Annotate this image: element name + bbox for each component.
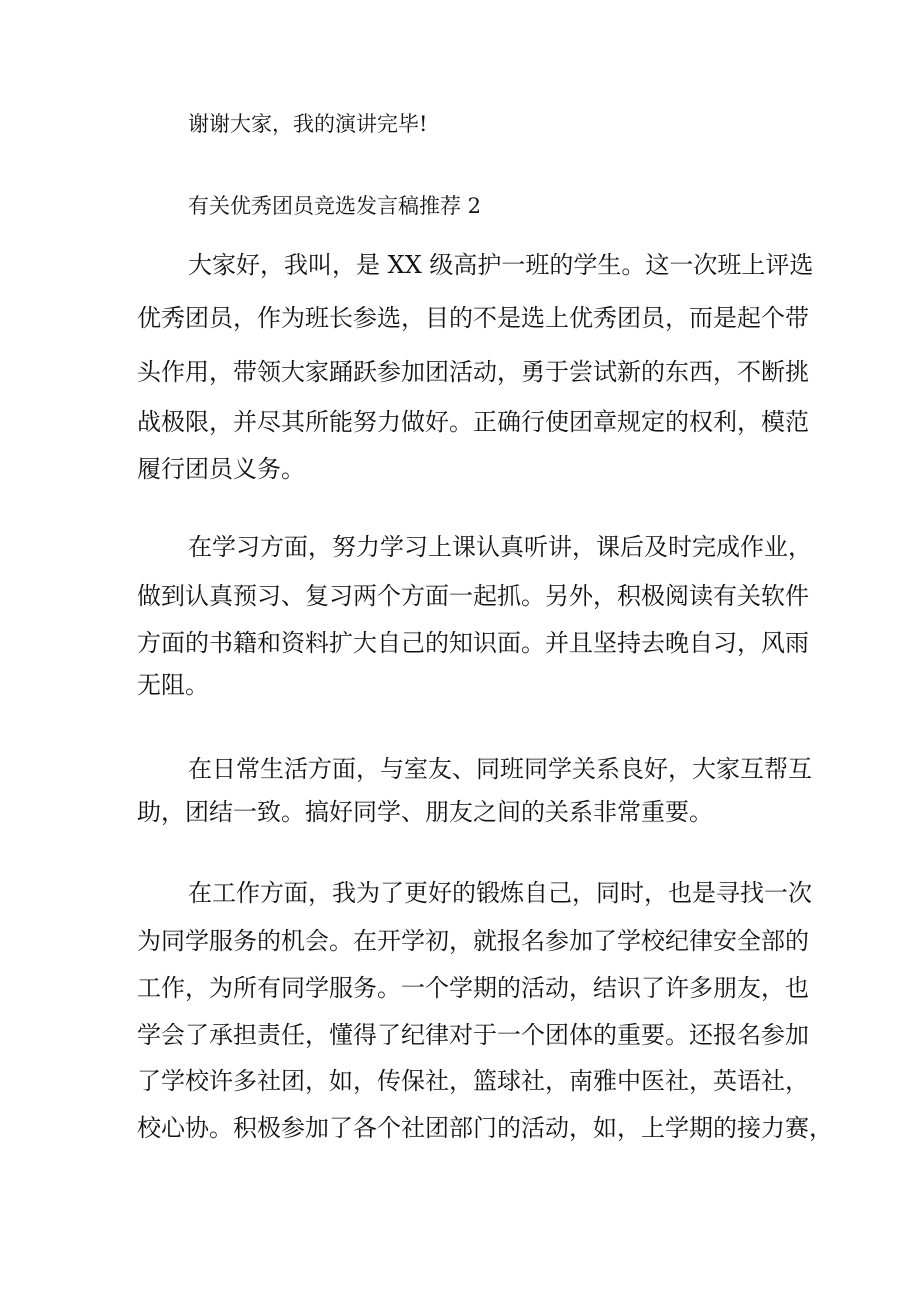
paragraph-1-line-3: 头作用，带领大家踊跃参加团活动，勇于尝试新的东西，不断挑 bbox=[137, 358, 809, 386]
paragraph-1-line-2: 优秀团员，作为班长参选，目的不是选上优秀团员，而是起个带 bbox=[137, 304, 809, 332]
paragraph-2-line-4: 无阻。 bbox=[137, 671, 209, 699]
paragraph-2-line-3: 方面的书籍和资料扩大自己的知识面。并且坚持去晚自习，风雨 bbox=[137, 629, 809, 657]
paragraph-1-line-4: 战极限，并尽其所能努力做好。正确行使团章规定的权利，模范 bbox=[137, 408, 809, 436]
paragraph-2-line-1: 在学习方面，努力学习上课认真听讲，课后及时完成作业， bbox=[188, 533, 812, 561]
paragraph-4-line-5: 了学校许多社团，如，传保社，篮球社，南雅中医社，英语社， bbox=[137, 1067, 809, 1095]
paragraph-4-line-2: 为同学服务的机会。在开学初，就报名参加了学校纪律安全部的 bbox=[137, 927, 809, 955]
paragraph-2-line-2: 做到认真预习、复习两个方面一起抓。另外，积极阅读有关软件 bbox=[137, 582, 809, 610]
paragraph-4-line-6: 校心协。积极参加了各个社团部门的活动，如，上学期的接力赛， bbox=[137, 1114, 833, 1142]
paragraph-4-line-1: 在工作方面，我为了更好的锻炼自己，同时，也是寻找一次 bbox=[188, 879, 812, 907]
paragraph-3-line-1: 在日常生活方面，与室友、同班同学关系良好，大家互帮互 bbox=[188, 755, 812, 783]
paragraph-4-line-4: 学会了承担责任，懂得了纪律对于一个团体的重要。还报名参加 bbox=[137, 1021, 809, 1049]
paragraph-1-line-1: 大家好，我叫，是 XX 级高护一班的学生。这一次班上评选 bbox=[188, 251, 814, 279]
paragraph-1-line-5: 履行团员义务。 bbox=[137, 455, 305, 483]
paragraph-4-line-3: 工作，为所有同学服务。一个学期的活动，结识了许多朋友，也 bbox=[137, 974, 809, 1002]
closing-line: 谢谢大家，我的演讲完毕! bbox=[188, 112, 428, 136]
section-title: 有关优秀团员竞选发言稿推荐 2 bbox=[188, 194, 482, 218]
paragraph-3-line-2: 助，团结一致。搞好同学、朋友之间的关系非常重要。 bbox=[137, 798, 713, 826]
